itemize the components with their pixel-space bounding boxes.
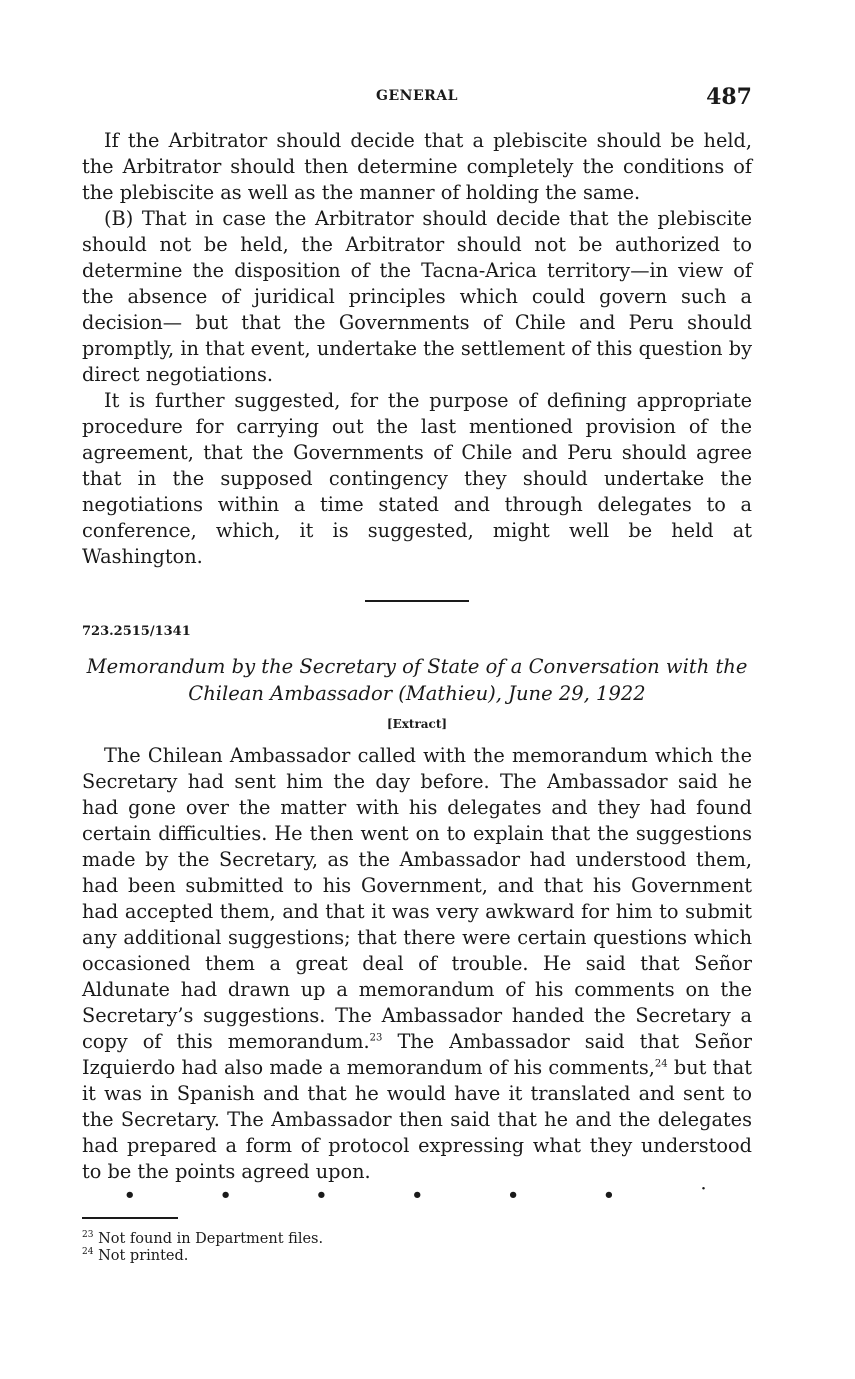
page-header	[82, 84, 752, 116]
ellipsis-dot: •	[603, 1185, 615, 1206]
footnote-text: Not printed.	[98, 1247, 189, 1264]
page-number: 487	[706, 84, 752, 110]
memo-paragraph	[82, 743, 752, 1185]
ellipsis-row	[124, 1185, 708, 1207]
extract-label: [Extract]	[386, 717, 448, 731]
running-head: GENERAL	[376, 88, 458, 104]
ellipsis-dot: •	[219, 1185, 232, 1206]
footnotes	[82, 1231, 752, 1265]
ellipsis-dot: •	[411, 1185, 423, 1206]
footnote-divider	[82, 1217, 178, 1219]
document-title	[82, 653, 752, 707]
footnote-23	[82, 1231, 752, 1248]
ellipsis-dot: ˙	[698, 1185, 708, 1206]
ellipsis-dot: •	[315, 1185, 328, 1206]
memo-text-part-2: The Ambassador said that Señor Izquierdo had also made a memorandum of his comments,	[82, 1030, 752, 1079]
file-number: 723.2515/1341	[82, 624, 191, 639]
footnote-ref-23[interactable]: 23	[369, 1032, 383, 1044]
memo-text-part-3: but that it was in Spanish and that he would have it translated and sent to the Secretary. The Ambassador then said that he and the delegates had prepared a form of protocol expressing what they understood to be the points agreed upon.	[82, 1056, 752, 1183]
footnote-text: Not found in Department files.	[98, 1230, 324, 1247]
paragraph-plebiscite-conditions: If the Arbitrator should decide that a plebiscite should be held, the Arbitrator should then determine completely the conditions of the plebiscite as well as the manner of holding the same.	[82, 129, 752, 204]
footnote-ref-24[interactable]: 24	[654, 1058, 668, 1070]
footnote-mark: 23	[82, 1229, 94, 1240]
section-divider	[82, 600, 752, 602]
memo-text-part-1: The Chilean Ambassador called with the memorandum which the Secretary had sent him the day before. The Ambassador said he had gone over the matter with his delegates and they had found certain difficulties. He then went on to explain that the suggestions made by the Secretary, as the Ambassador had understood them, had been submitted to his Government, and that his Government had accepted them, and that it was very awkward for him to submit any additional suggestions; that there were certain questions which occasioned them a great deal of trouble. He said that Señor Aldunate had drawn up a memorandum of his comments on the Secretary’s suggestions. The Ambassador handed the Secretary a copy of this memorandum.	[82, 744, 752, 1053]
footnote-mark: 24	[82, 1246, 94, 1257]
footnote-24	[82, 1248, 752, 1265]
document-title-line-1: Memorandum by the Secretary of State of a Conversation with the	[86, 655, 748, 678]
paragraph-b-clause: (B) That in case the Arbitrator should decide that the plebiscite should not be held, the Arbitrator should not be authorized to determine the disposition of the Tacna-Arica territory—in view of the absence of juridical principles which could govern such a decision— but that the Governments of Chile and Peru should promptly, in that event, undertake the settlement of this question by direct negotiations.	[82, 207, 752, 386]
document-page	[82, 84, 752, 1265]
memo-body	[82, 743, 752, 1185]
paragraph-further-suggested: It is further suggested, for the purpose of defining appropriate procedure for carrying out the last mentioned provision of the agreement, that the Governments of Chile and Peru should agree that in the supposed contingency they should undertake the negotiations within a time stated and through delegates to a conference, which, it is suggested, might well be held at Washington.	[82, 389, 752, 568]
ellipsis-dot: •	[124, 1185, 136, 1206]
body-text-top	[82, 128, 752, 570]
ellipsis-dot: •	[507, 1185, 519, 1206]
document-title-line-2: Chilean Ambassador (Mathieu), June 29, 1922	[188, 682, 646, 705]
